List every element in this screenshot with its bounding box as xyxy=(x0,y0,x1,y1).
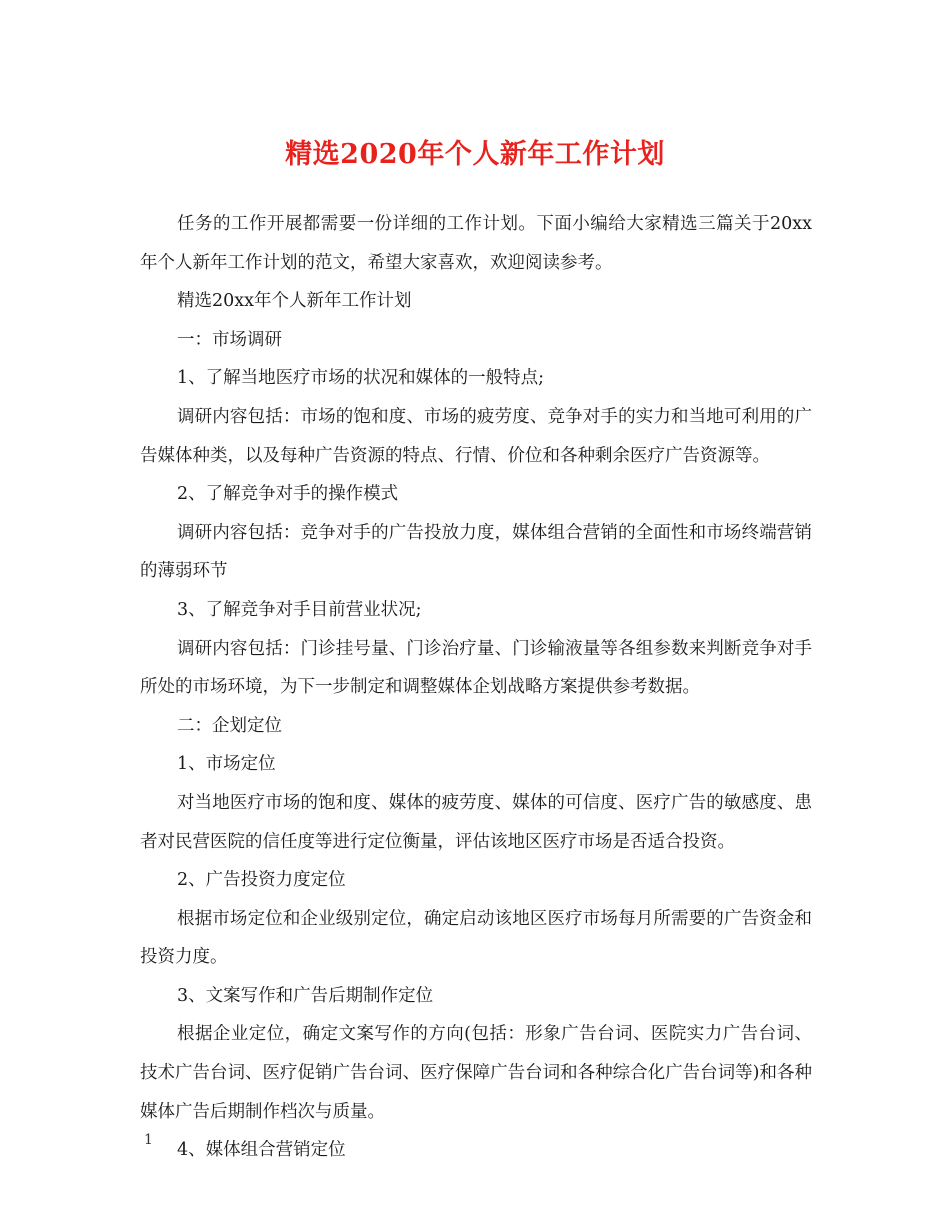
paragraph-item: 3、文案写作和广告后期制作定位 xyxy=(177,985,434,1006)
paragraph-item: 对当地医疗市场的饱和度、媒体的疲劳度、媒体的可信度、医疗广告的敏感度、患者对民营医院的信任度等进行定位衡量，评估该地区医疗市场是否适合投资。 xyxy=(140,792,812,852)
document-title: 精选2020年个人新年工作计划 xyxy=(285,139,665,170)
section-heading-planning-positioning: 二：企划定位 xyxy=(177,715,282,736)
paragraph-subtitle: 精选20xx年个人新年工作计划 xyxy=(177,291,412,312)
paragraph-intro: 任务的工作开展都需要一份详细的工作计划。下面小编给大家精选三篇关于20xx年个人新年工作计划的范文，希望大家喜欢，欢迎阅读参考。 xyxy=(140,214,812,273)
paragraph-item: 调研内容包括：竞争对手的广告投放力度，媒体组合营销的全面性和市场终端营销的薄弱环节 xyxy=(140,522,812,582)
paragraph-item: 2、广告投资力度定位 xyxy=(177,870,346,891)
paragraph-item: 1、市场定位 xyxy=(177,754,276,775)
paragraph-item: 调研内容包括：市场的饱和度、市场的疲劳度、竞争对手的实力和当地可利用的广告媒体种类，以及每种广告资源的特点、行情、价位和各种剩余医疗广告资源等。 xyxy=(140,406,812,466)
document-body xyxy=(140,205,812,1170)
page-number: 1 xyxy=(144,1132,153,1148)
paragraph-item: 根据企业定位，确定文案写作的方向(包括：形象广告台词、医院实力广告台词、技术广告台词、医疗促销广告台词、医疗保障广告台词和各种综合化广告台词等)和各种媒体广告后期制作档次与质量。 xyxy=(140,1024,812,1122)
paragraph-item: 调研内容包括：门诊挂号量、门诊治疗量、门诊输液量等各组参数来判断竞争对手所处的市场环境，为下一步制定和调整媒体企划战略方案提供参考数据。 xyxy=(140,638,812,698)
section-heading-market-research: 一：市场调研 xyxy=(177,329,282,350)
paragraph-item: 根据市场定位和企业级别定位，确定启动该地区医疗市场每月所需要的广告资金和投资力度。 xyxy=(140,908,812,968)
paragraph-item: 4、媒体组合营销定位 xyxy=(177,1140,346,1161)
paragraph-item: 3、了解竞争对手目前营业状况; xyxy=(177,599,422,620)
paragraph-item: 1、了解当地医疗市场的状况和媒体的一般特点; xyxy=(177,368,545,389)
paragraph-item: 2、了解竞争对手的操作模式 xyxy=(177,484,399,505)
